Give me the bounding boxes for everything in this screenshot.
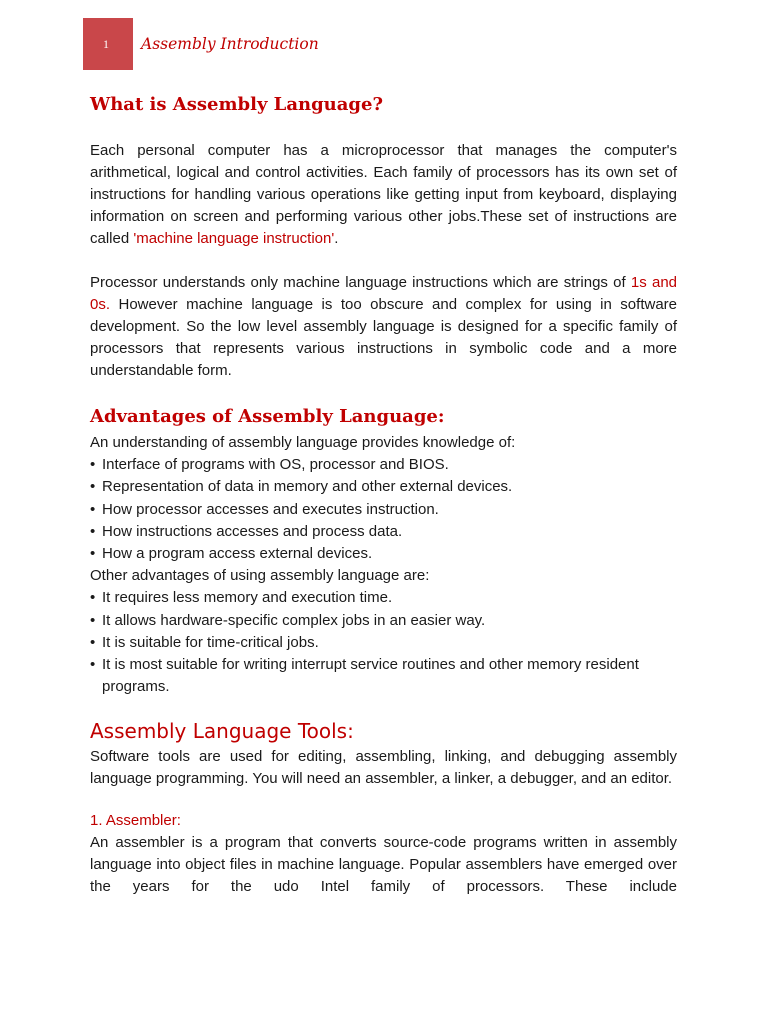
list-item: • Interface of programs with OS, processor and BIOS. [90,454,677,476]
section-title-advantages: Advantages of Assembly Language: [90,406,445,427]
page-number: 1 [103,36,109,51]
paragraph-tools-intro: Software tools are used for editing, assembling, linking, and debugging assembly language programming. You will need an assembler, a linker, a debugger, and an editor. [90,748,677,788]
highlight-binary: 1s and 0s. [90,274,678,313]
section-title-what-is: What is Assembly Language? [90,94,383,115]
knowledge-list [90,454,677,565]
document-body [90,90,677,898]
other-advantages-list [90,587,677,698]
advantages-intro: An understanding of assembly language provides knowledge of: [90,434,516,451]
paragraph-intro-end: . [334,230,339,247]
list-item: • It is most suitable for writing interrupt service routines and other memory resident programs. [90,654,677,698]
list-item: • How a program access external devices. [90,543,677,565]
paragraph-intro [90,140,677,250]
page-header [83,18,319,70]
other-advantages-intro: Other advantages of using assembly language are: [90,567,430,585]
list-item: • How instructions accesses and process data. [90,521,677,543]
list-item: • Representation of data in memory and other external devices. [90,476,677,498]
list-item: • How processor accesses and executes instruction. [90,499,677,521]
paragraph-intro-text: Each personal computer has a microprocessor that manages the computer's arithmetical, logical and control activities. Each family of processors has its own set of instructions for handling various operations like getting input from keyboard, displaying information on screen and performing various other jobs.These set of instructions are called [90,142,677,247]
highlight-machine-language: 'machine language instruction' [133,230,335,247]
subsection-title-assembler: 1. Assembler: [90,812,181,830]
paragraph-processor-text-a: Processor understands only machine language instructions which are strings of [90,274,631,291]
list-item: • It allows hardware-specific complex jobs in an easier way. [90,610,677,632]
page-number-badge [83,18,133,70]
list-item: • It requires less memory and execution time. [90,587,677,609]
paragraph-processor [90,272,677,382]
paragraph-processor-text-b: However machine language is too obscure and complex for using in software development. So the low level assembly language is designed for a specific family of processors that represents various instructions in symbolic code and a more understandable form. [90,296,677,379]
header-title: Assembly Introduction [141,35,319,53]
list-item: • It is suitable for time-critical jobs. [90,632,677,654]
section-title-tools: Assembly Language Tools: [90,719,354,744]
paragraph-assembler: An assembler is a program that converts source-code programs written in assembly language into object files in machine language. Popular assemblers have emerged over the years for the udo Intel family of processors. These include [90,834,677,896]
